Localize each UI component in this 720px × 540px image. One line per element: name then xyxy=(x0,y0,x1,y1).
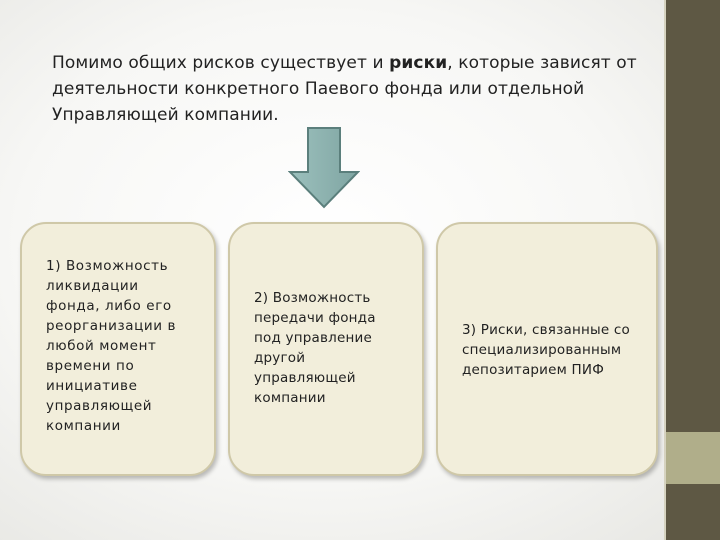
risk-box-text: 1) Возможность ликвидации фонда, либо его реорганизации в любой момент времени по инициативе управляющей компании xyxy=(46,258,177,434)
intro-bold-word: риски xyxy=(389,53,448,73)
intro-text-start: Помимо общих рисков существует и xyxy=(52,53,390,73)
down-arrow-icon xyxy=(288,127,360,209)
sidebar-bottom-band xyxy=(664,484,720,540)
risk-box-transfer xyxy=(228,222,424,476)
decorative-sidebar xyxy=(664,0,720,540)
sidebar-top-band xyxy=(664,0,720,432)
intro-text-end: , которые зависят от деятельности конкретного Паевого фонда или отдельной Управляющей компании. xyxy=(52,53,637,125)
intro-paragraph xyxy=(52,50,642,128)
sidebar-edge-line xyxy=(664,0,666,540)
sidebar-accent-band xyxy=(664,432,720,484)
risk-box-depositary xyxy=(436,222,658,476)
risk-box-liquidation xyxy=(20,222,216,476)
risk-box-text: 3) Риски, связанные со специализированным депозитарием ПИФ xyxy=(462,322,630,378)
risk-box-text: 2) Возможность передачи фонда под управление другой управляющей компании xyxy=(254,290,376,406)
